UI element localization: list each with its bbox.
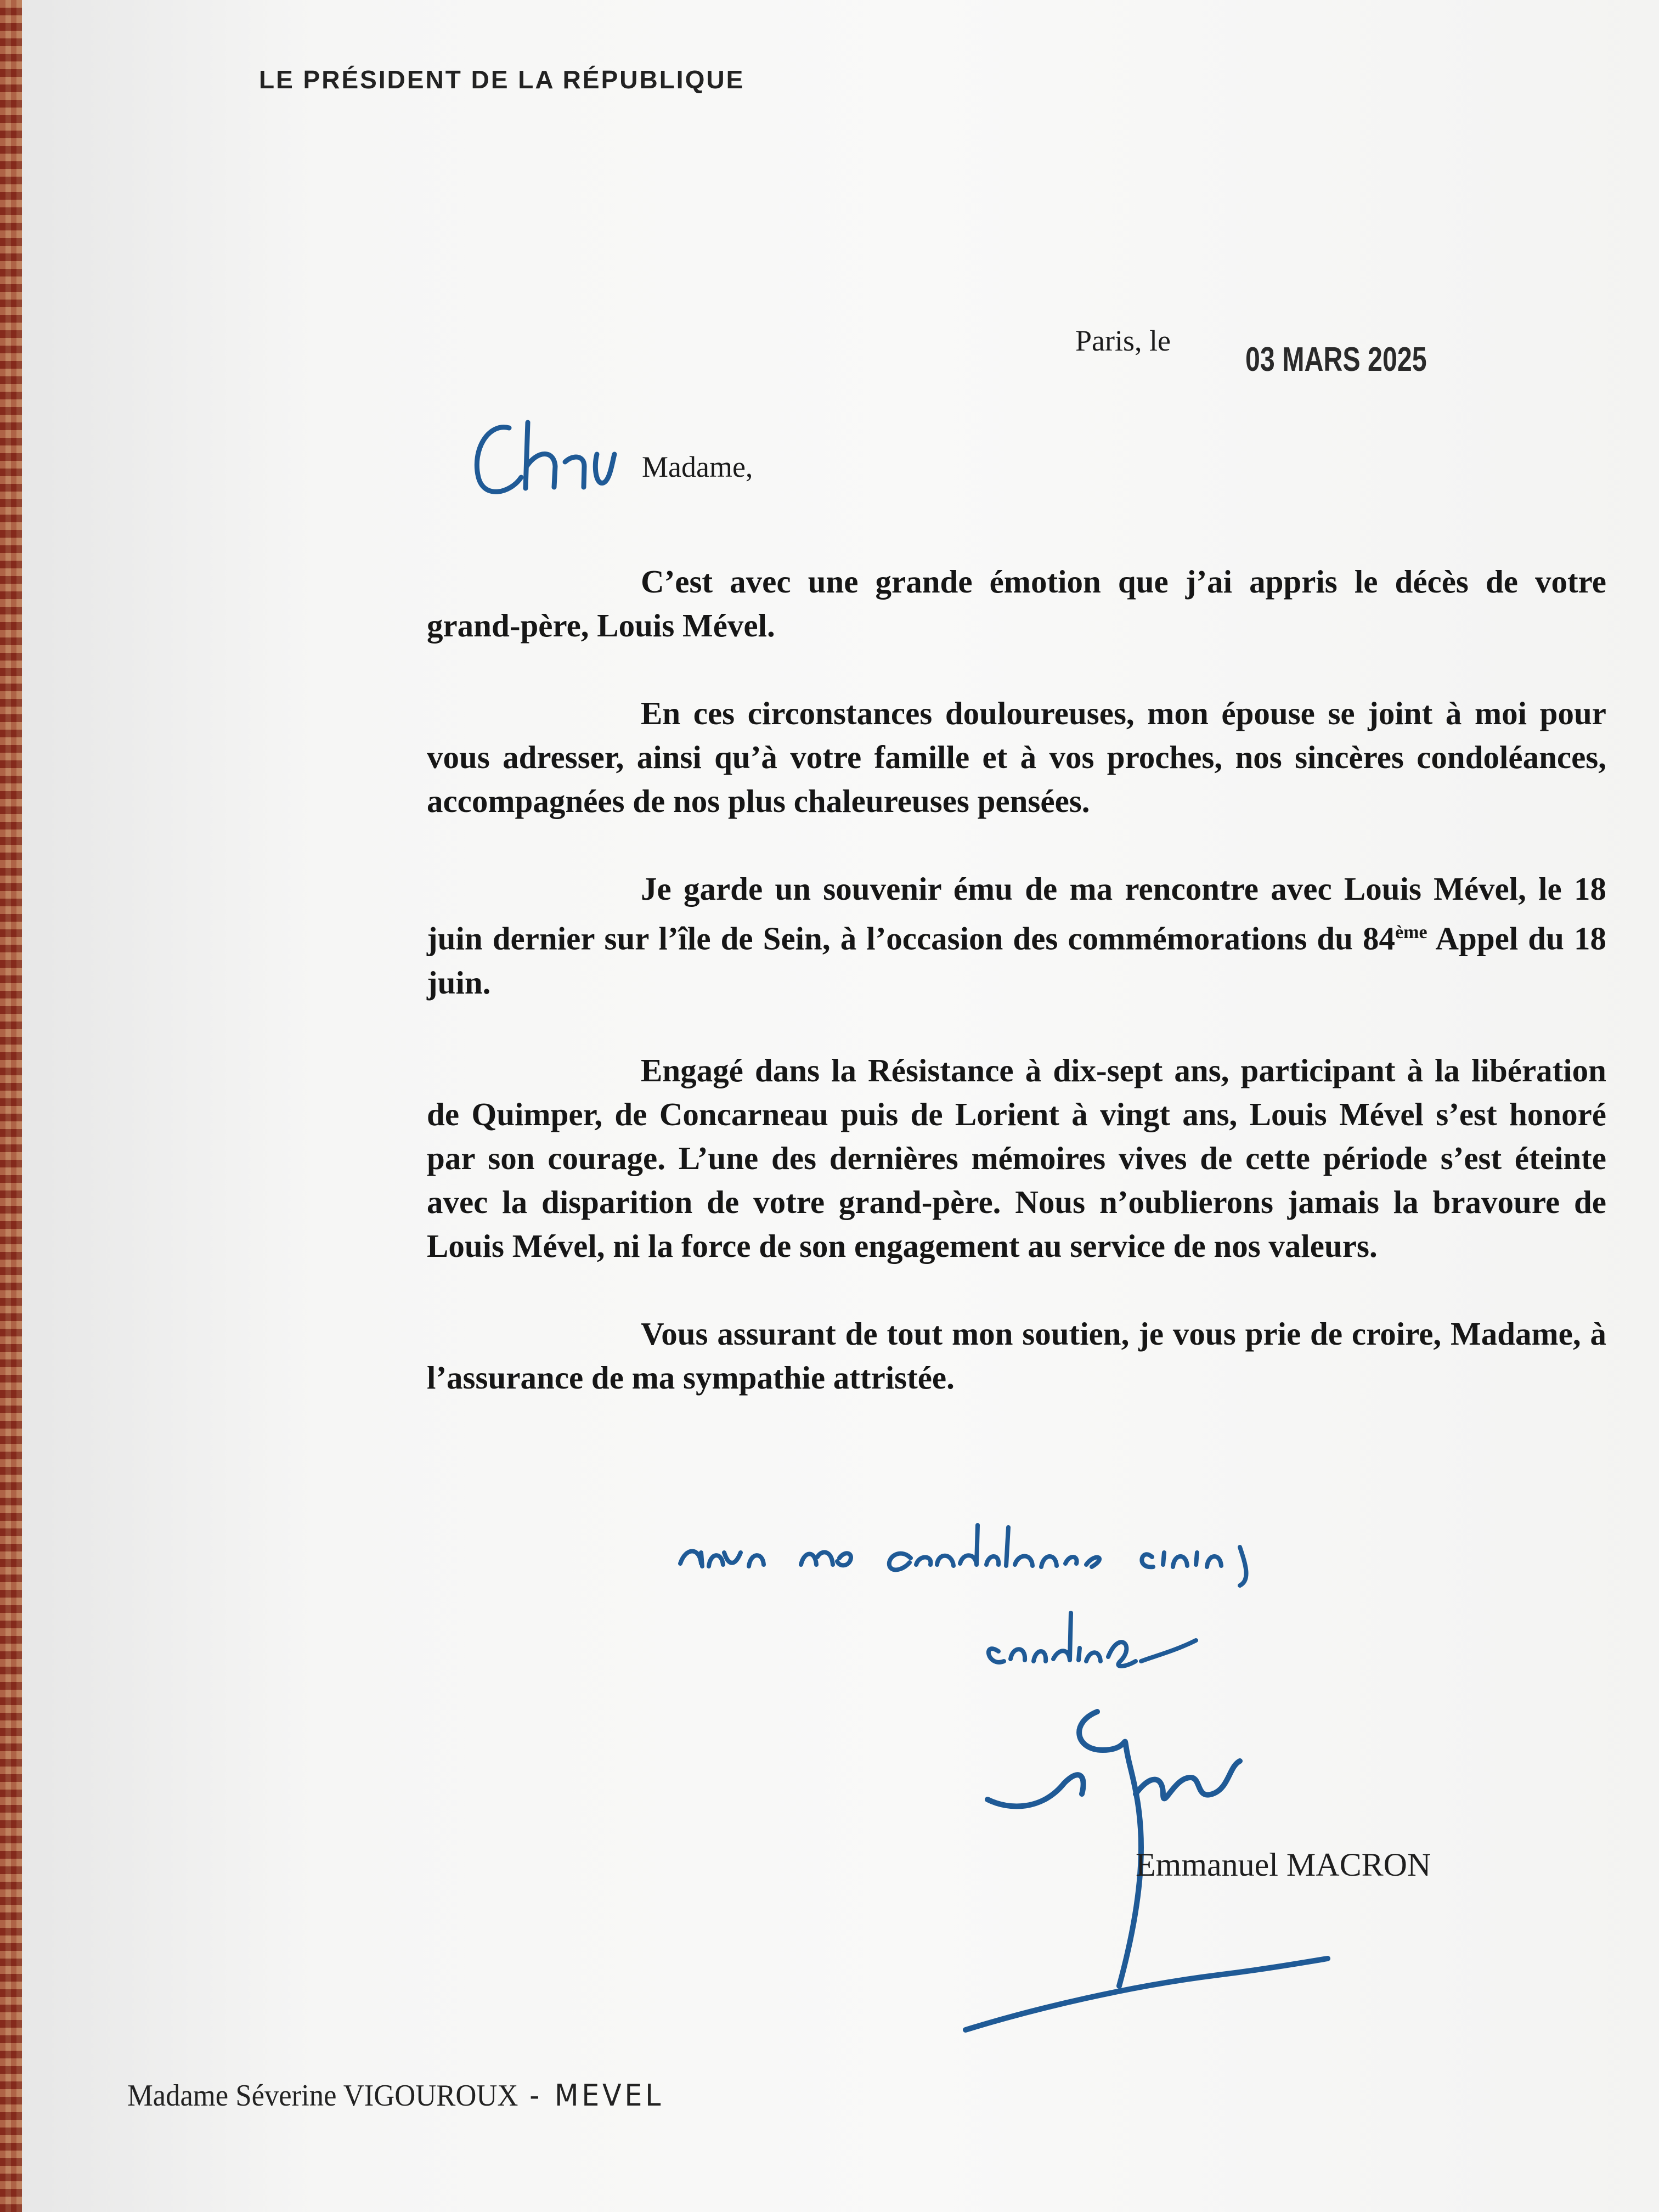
body-paragraph [427,867,1606,1005]
body-paragraph: En ces circonstances douloureuses, mon épouse se joint à moi pour vous adresser, ainsi qu’à votre famille et à vos proches, nos sincères condoléances, accompagnées de nos plus chaleureuses pensées. [427,695,1606,819]
handwritten-note-line-2 [977,1591,1284,1684]
letterhead-title: LE PRÉSIDENT DE LA RÉPUBLIQUE [259,65,745,94]
date-stamp: 03 MARS 2025 [1245,341,1427,379]
recipient-line [127,2078,664,2113]
date-place-label: Paris, le [1075,324,1171,357]
body-paragraph-text: Appel du 18 juin. [427,920,1606,1001]
ordinal-superscript: ème [1395,922,1427,943]
body-paragraph: Vous assurant de tout mon soutien, je vous prie de croire, Madame, à l’assurance de ma sympathie attristée. [427,1315,1606,1396]
body-paragraph-text: Je garde un souvenir ému de ma rencontre avec Louis Mével, le 18 juin dernier sur l’île de Sein, à l’occasion des commémorations du 84 [427,871,1606,957]
signatory-name: Emmanuel MACRON [1136,1847,1431,1883]
recipient-name: Madame Séverine VIGOUROUX [127,2079,518,2113]
body-paragraph: C’est avec une grande émotion que j’ai appris le décès de votre grand-père, Louis Mével. [427,563,1606,644]
handwritten-salutation [466,411,631,510]
handwritten-note-line-1 [675,1514,1498,1591]
letter-body [427,560,1606,1443]
body-paragraph: Engagé dans la Résistance à dix-sept ans, participant à la libération de Quimper, de Concarneau puis de Lorient à vingt ans, Louis Mével s’est honoré par son courage. L’une des dernières mémoires vives de cette période s’est éteinte avec la disparition de votre grand-père. Nous n’oublierons jamais la bravoure de Louis Mével, ni la force de son engagement au service de nos valeurs. [427,1052,1606,1264]
recipient-handwritten-suffix: - MEVEL [529,2078,664,2113]
salutation-printed: Madame, [642,450,753,483]
